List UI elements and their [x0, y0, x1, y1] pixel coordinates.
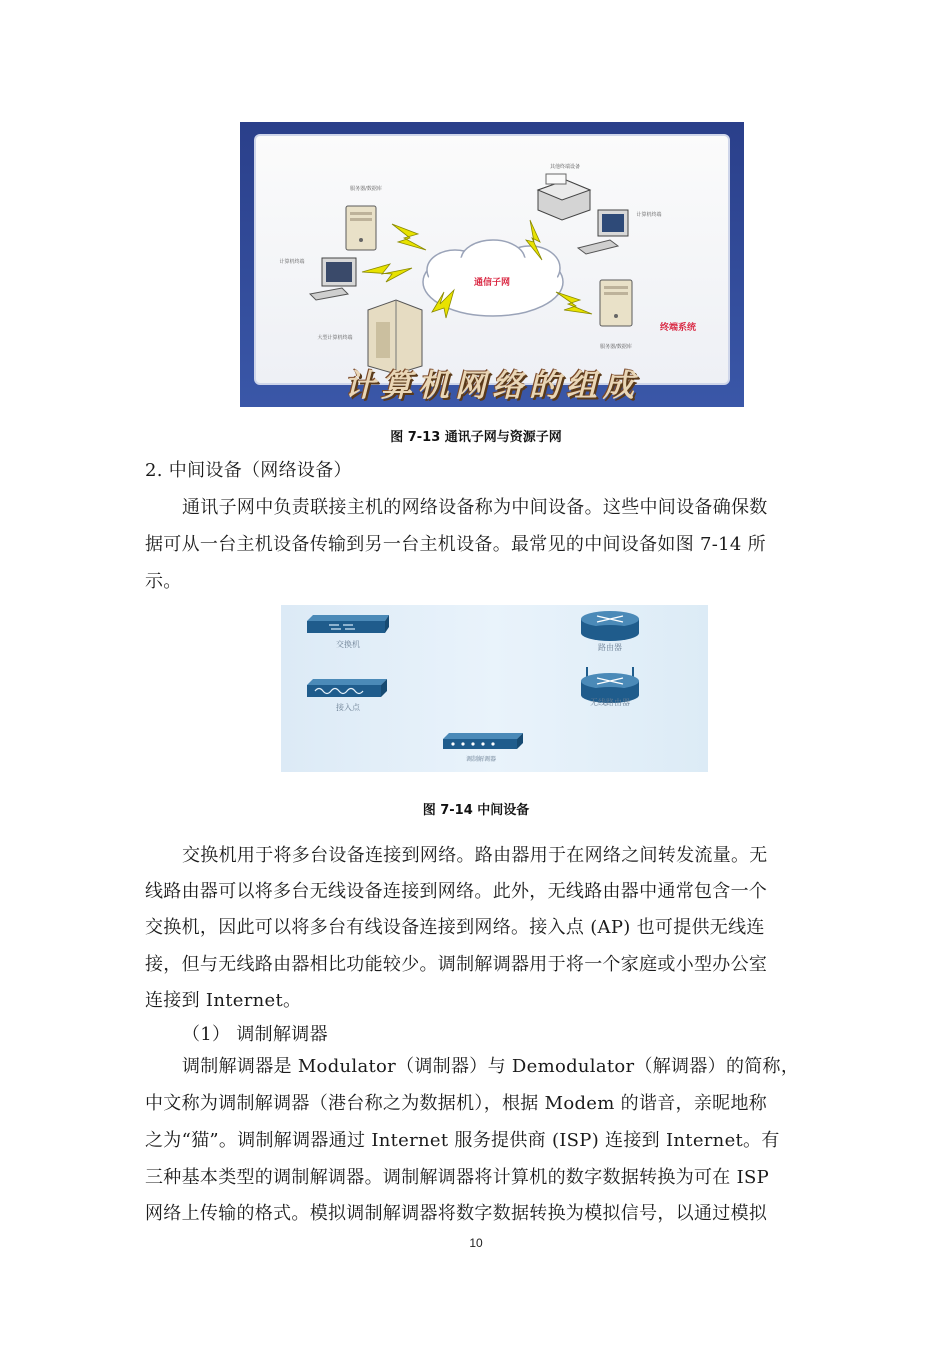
- paragraph-2-line-4: 接，但与无线路由器相比功能较少。调制解调器用于将一个家庭或小型办公室: [145, 954, 768, 975]
- paragraph-3-line-5: 网络上传输的格式。模拟调制解调器将数字数据转换为模拟信号，以通过模拟: [145, 1203, 768, 1224]
- terminal-system-label: 终端系统: [659, 323, 697, 333]
- access-point-label: 接入点: [336, 703, 360, 712]
- section-heading: 2. 中间设备（网络设备）: [145, 460, 352, 481]
- mainframe-icon: [368, 300, 422, 374]
- server-database-top-icon: [346, 206, 376, 250]
- switch-label: 交换机: [336, 640, 360, 649]
- paragraph-2-line-1: 交换机用于将多台设备连接到网络。路由器用于在网络之间转发流量。无: [182, 845, 768, 866]
- server-bottom-label: 服务器/数据库: [600, 344, 632, 350]
- cloud-label: 通信子网: [473, 278, 511, 288]
- switch-icon: [307, 615, 389, 633]
- paragraph-3-line-3: 之为“猫”。调制解调器通过 Internet 服务提供商 (ISP) 连接到 Internet。有: [145, 1130, 780, 1151]
- printer-icon: [538, 174, 590, 220]
- mainframe-label: 大型计算机终端: [317, 335, 353, 341]
- paragraph-2-line-3: 交换机，因此可以将多台有线设备连接到网络。接入点 (AP) 也可提供无线连: [145, 917, 765, 938]
- paragraph-2-line-2: 线路由器可以将多台无线设备连接到网络。此外，无线路由器中通常包含一个: [145, 881, 768, 902]
- page-number: 10: [469, 1236, 483, 1250]
- wireless-router-label: 无线路由器: [590, 698, 630, 707]
- computer-right-icon: [578, 210, 628, 254]
- figure-7-13-caption: 图 7-13 通讯子网与资源子网: [390, 430, 562, 445]
- paragraph-3-line-2: 中文称为调制解调器（港台称之为数据机），根据 Modem 的谐音，亲昵地称: [145, 1093, 768, 1114]
- subsection-heading: （1） 调制解调器: [182, 1024, 328, 1045]
- modem-icon: [443, 733, 523, 749]
- modem-label: 调制解调器: [465, 756, 497, 763]
- computer-left-label: 计算机终端: [279, 259, 305, 265]
- access-point-icon: [307, 679, 387, 697]
- paragraph-2-line-5: 连接到 Internet。: [145, 990, 302, 1011]
- router-label: 路由器: [598, 643, 622, 652]
- paragraph-1-line-3: 示。: [145, 571, 182, 592]
- paragraph-1-line-2: 据可从一台主机设备传输到另一台主机设备。最常见的中间设备如图 7-14 所: [145, 534, 766, 555]
- router-icon: [581, 611, 639, 641]
- printer-label: 其他终端设备: [549, 164, 581, 170]
- server-database-right-icon: [600, 280, 632, 326]
- paragraph-3-line-4: 三种基本类型的调制解调器。调制解调器将计算机的数字数据转换为可在 ISP: [145, 1167, 770, 1188]
- figure-7-14-intermediate-devices: [281, 605, 708, 772]
- paragraph-3-line-1: 调制解调器是 Modulator（调制器）与 Demodulator（解调器）的简称，: [182, 1056, 800, 1077]
- figure-7-14-caption: 图 7-14 中间设备: [422, 803, 530, 818]
- figure-banner-title: 计算机网络的组成: [344, 368, 640, 404]
- paragraph-1-line-1: 通讯子网中负责联接主机的网络设备称为中间设备。这些中间设备确保数: [182, 497, 768, 518]
- server-top-label: 服务器/数据库: [350, 186, 382, 192]
- figure-7-13-network-diagram: [240, 122, 744, 407]
- computer-right-label: 计算机终端: [636, 212, 662, 218]
- computer-left-icon: [310, 258, 356, 300]
